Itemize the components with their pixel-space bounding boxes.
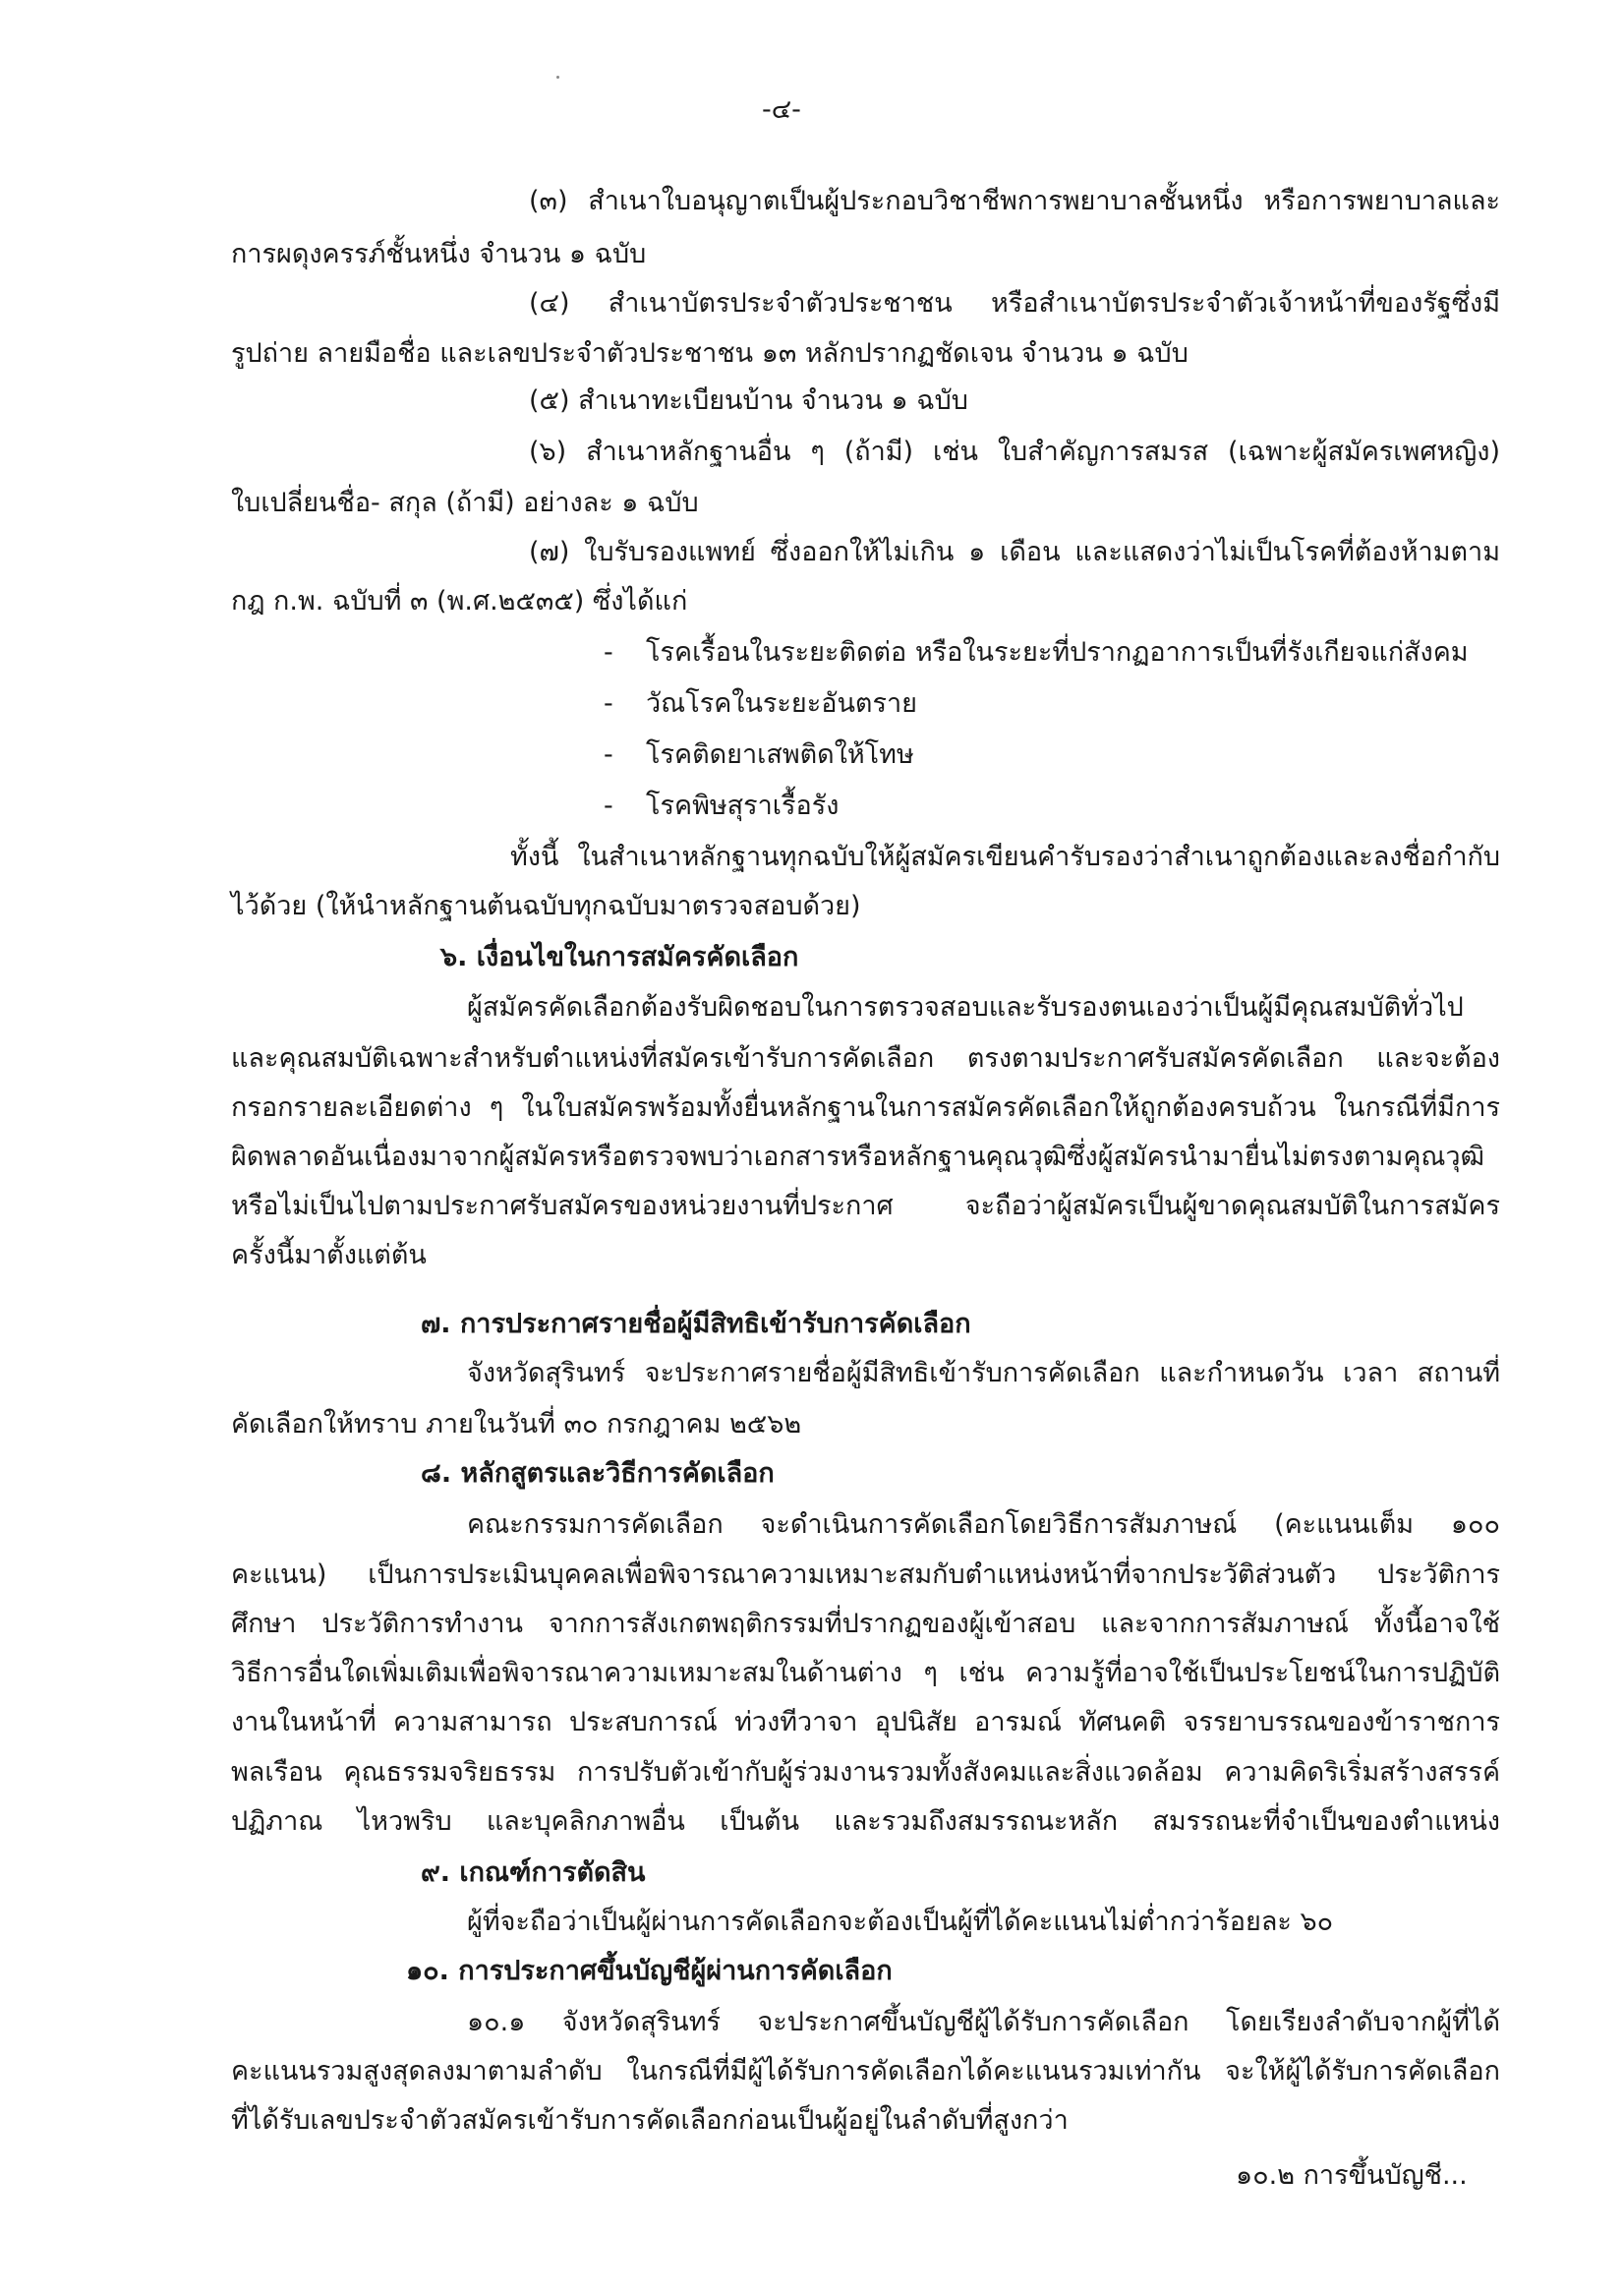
bullet-dash: - (604, 791, 613, 821)
item-4-cont: รูปถ่าย ลายมือชื่อ และเลขประจำตัวประชาชน ๑๓ หลักปรากฏชัดเจน จำนวน ๑ ฉบับ (231, 338, 1189, 369)
item-4: (๔) สำเนาบัตรประจำตัวประชาชน หรือสำเนาบัตรประจำตัวเจ้าหน้าที่ของรัฐซึ่งมี (529, 288, 1500, 319)
item-6: (๖) สำเนาหลักฐานอื่น ๆ (ถ้ามี) เช่น ใบสำคัญการสมรส (เฉพาะผู้สมัครเพศหญิง) (529, 437, 1500, 467)
section-6-line: ผิดพลาดอันเนื่องมาจากผู้สมัครหรือตรวจพบว่าเอกสารหรือหลักฐานคุณวุฒิซึ่งผู้สมัครนำมายื่นไม่ตรงตามคุณวุฒิ (231, 1142, 1484, 1172)
section-8-line: งานในหน้าที่ ความสามารถ ประสบการณ์ ท่วงทีวาจา อุปนิสัย อารมณ์ ทัศนคติ จรรยาบรรณของข้าราชการ (231, 1707, 1500, 1737)
section-10-line: ที่ได้รับเลขประจำตัวสมัครเข้ารับการคัดเลือกก่อนเป็นผู้อยู่ในลำดับที่สูงกว่า (231, 2105, 1069, 2136)
section-6-line: หรือไม่เป็นไปตามประกาศรับสมัครของหน่วยงานที่ประกาศ จะถือว่าผู้สมัครเป็นผู้ขาดคุณสมบัติในการสมัคร (231, 1191, 1500, 1221)
section-8-line: พลเรือน คุณธรรมจริยธรรม การปรับตัวเข้ากับผู้ร่วมงานรวมทั้งสังคมและสิ่งแวดล้อม ความคิดริเริ่มสร้างสรรค์ (231, 1757, 1500, 1788)
section-6-line: ครั้งนี้มาตั้งแต่ต้น (231, 1240, 427, 1270)
item-7-cont: กฎ ก.พ. ฉบับที่ ๓ (พ.ศ.๒๕๓๕) ซึ่งได้แก่ (231, 586, 688, 617)
section-8-line: คณะกรรมการคัดเลือก จะดำเนินการคัดเลือกโดยวิธีการสัมภาษณ์ (คะแนนเต็ม ๑๐๐ (467, 1509, 1500, 1540)
item-3: (๓) สำเนาใบอนุญาตเป็นผู้ประกอบวิชาชีพการพยาบาลชั้นหนึ่ง หรือการพยาบาลและ (529, 186, 1500, 216)
disease-item: โรคเรื้อนในระยะติดต่อ หรือในระยะที่ปรากฏอาการเป็นที่รังเกียจแก่สังคม (646, 637, 1469, 668)
disease-item: วัณโรคในระยะอันตราย (646, 688, 917, 719)
disease-item: โรคติดยาเสพติดให้โทษ (646, 739, 914, 770)
certify-line: ทั้งนี้ ในสำเนาหลักฐานทุกฉบับให้ผู้สมัครเขียนคำรับรองว่าสำเนาถูกต้องและลงชื่อกำกับ (510, 842, 1500, 872)
section-10-line: ๑๐.๑ จังหวัดสุรินทร์ จะประกาศขึ้นบัญชีผู้ได้รับการคัดเลือก โดยเรียงลำดับจากผู้ที่ได้ (467, 2007, 1500, 2037)
section-7-line: จังหวัดสุรินทร์ จะประกาศรายชื่อผู้มีสิทธิเข้ารับการคัดเลือก และกำหนดวัน เวลา สถานที่ (467, 1358, 1500, 1388)
item-5: (๕) สำเนาทะเบียนบ้าน จำนวน ๑ ฉบับ (529, 385, 968, 416)
section-9-line: ผู้ที่จะถือว่าเป็นผู้ผ่านการคัดเลือกจะต้องเป็นผู้ที่ได้คะแนนไม่ต่ำกว่าร้อยละ ๖๐ (467, 1907, 1334, 1937)
section-7-heading: ๗. การประกาศรายชื่อผู้มีสิทธิเข้ารับการคัดเลือก (421, 1309, 971, 1339)
continuation-text: ๑๐.๒ การขึ้นบัญชี... (1236, 2160, 1468, 2191)
section-8-line: วิธีการอื่นใดเพิ่มเติมเพื่อพิจารณาความเหมาะสมในด้านต่าง ๆ เช่น ความรู้ที่อาจใช้เป็นประโยชน์ในการปฏิบัติ (231, 1658, 1500, 1688)
section-6-heading: ๖. เงื่อนไขในการสมัครคัดเลือก (440, 942, 799, 972)
bullet-dash: - (604, 739, 613, 770)
scan-speck (556, 76, 559, 79)
section-8-line: คะแนน) เป็นการประเมินบุคคลเพื่อพิจารณาความเหมาะสมกับตำแหน่งหน้าที่จากประวัติส่วนตัว ประวัติการ (231, 1559, 1500, 1590)
section-8-heading: ๘. หลักสูตรและวิธีการคัดเลือก (421, 1458, 775, 1489)
item-7: (๗) ใบรับรองแพทย์ ซึ่งออกให้ไม่เกิน ๑ เดือน และแสดงว่าไม่เป็นโรคที่ต้องห้ามตาม (529, 537, 1500, 567)
bullet-dash: - (604, 688, 613, 719)
certify-line: ไว้ด้วย (ให้นำหลักฐานต้นฉบับทุกฉบับมาตรวจสอบด้วย) (231, 891, 861, 921)
section-9-heading: ๙. เกณฑ์การตัดสิน (421, 1857, 646, 1888)
section-6-line: ผู้สมัครคัดเลือกต้องรับผิดชอบในการตรวจสอบและรับรองตนเองว่าเป็นผู้มีคุณสมบัติทั่วไป (467, 992, 1464, 1023)
section-10-line: คะแนนรวมสูงสุดลงมาตามลำดับ ในกรณีที่มีผู้ได้รับการคัดเลือกได้คะแนนรวมเท่ากัน จะให้ผู้ได้รับการคัดเลือก (231, 2056, 1500, 2087)
section-6-line: กรอกรายละเอียดต่าง ๆ ในใบสมัครพร้อมทั้งยื่นหลักฐานในการสมัครคัดเลือกให้ถูกต้องครบถ้วน ในกรณีที่มีการ (231, 1092, 1500, 1123)
section-7-line: คัดเลือกให้ทราบ ภายในวันที่ ๓๐ กรกฎาคม ๒๕๖๒ (231, 1409, 802, 1440)
section-10-heading: ๑๐. การประกาศขึ้นบัญชีผู้ผ่านการคัดเลือก (406, 1956, 893, 1986)
item-3-cont: การผดุงครรภ์ชั้นหนึ่ง จำนวน ๑ ฉบับ (231, 239, 647, 269)
section-6-line: และคุณสมบัติเฉพาะสำหรับตำแหน่งที่สมัครเข้ารับการคัดเลือก ตรงตามประกาศรับสมัครคัดเลือก และจะต้อง (231, 1043, 1500, 1074)
section-8-line: ปฏิภาณ ไหวพริบ และบุคลิกภาพอื่น เป็นต้น และรวมถึงสมรรถนะหลัก สมรรถนะที่จำเป็นของตำแหน่ง (231, 1806, 1500, 1837)
page-number: -๔- (762, 94, 801, 125)
item-6-cont: ใบเปลี่ยนชื่อ- สกุล (ถ้ามี) อย่างละ ๑ ฉบับ (231, 488, 699, 518)
section-8-line: ศึกษา ประวัติการทำงาน จากการสังเกตพฤติกรรมที่ปรากฏของผู้เข้าสอบ และจากการสัมภาษณ์ ทั้งนี้อาจใช้ (231, 1609, 1500, 1639)
bullet-dash: - (604, 637, 613, 668)
disease-item: โรคพิษสุราเรื้อรัง (646, 791, 840, 821)
